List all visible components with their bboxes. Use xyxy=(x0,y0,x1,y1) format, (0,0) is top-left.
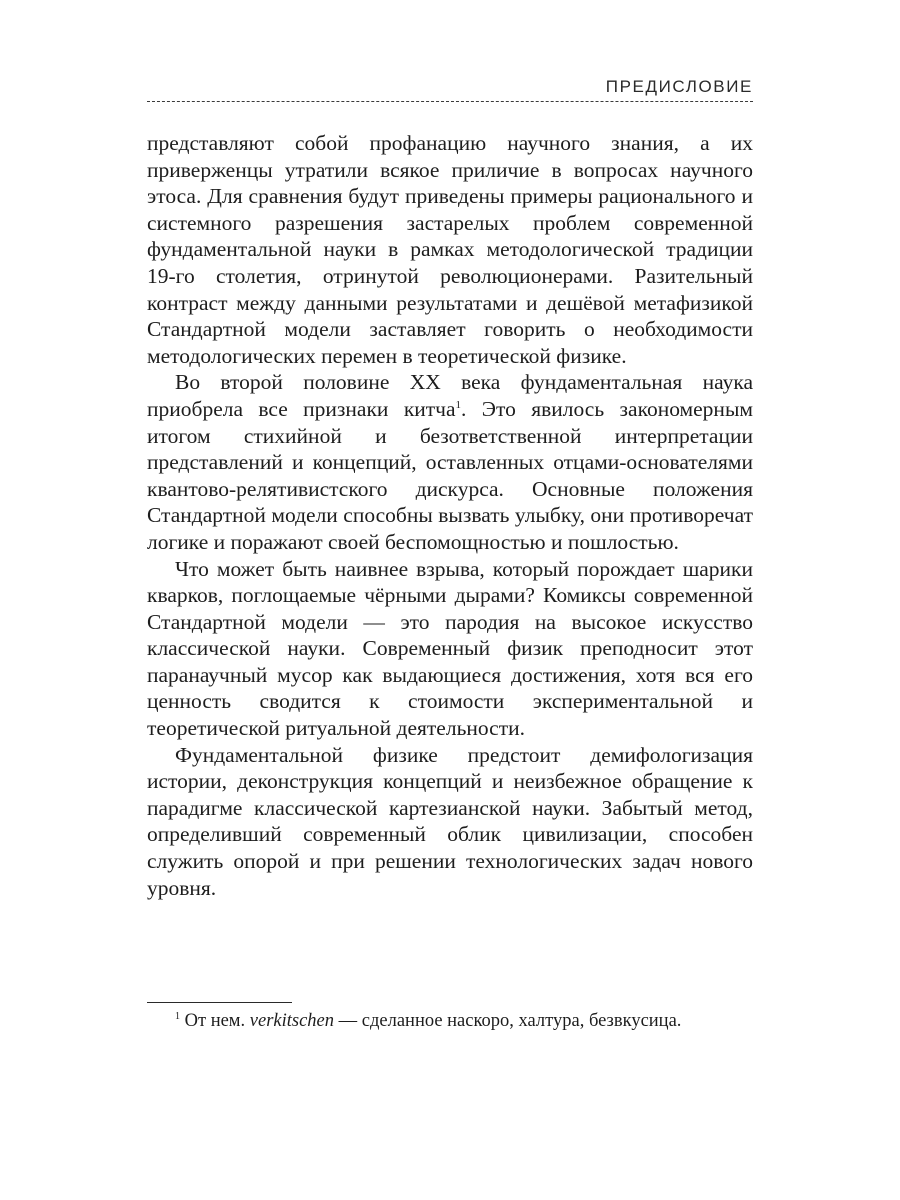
footnote xyxy=(147,1009,753,1033)
footnote-definition: — сделанное наскоро, халтура, безвкусица. xyxy=(334,1011,682,1031)
paragraph-2-start: Во второй половине XX века фундаментальная наука приобрела все признаки китча xyxy=(147,370,753,421)
paragraph-1: представляют собой профанацию научного знания, а их приверженцы утратили всякое приличие в вопросах научного этоса. Для сравнения будут приведены примеры рационального и системного разрешения застарелых проблем современной фундаментальной науки в рамках методологической традиции 19-го столетия, отринутой революционерами. Разительный контраст между данными результатами и дешёвой метафизикой Стандартной модели заставляет говорить о необходимости методологических перемен в теоретической физике. xyxy=(147,131,753,368)
header-divider xyxy=(147,101,753,102)
footnote-divider xyxy=(147,1002,292,1003)
footnote-marker: 1 xyxy=(175,1010,180,1022)
paragraph-2-end: . Это явилось закономерным итогом стихийной и безответственной интерпретации представлений и концепций, оставленных отцами-основателями квантово-релятивистского дискурса. Основные положения Стандартной модели способны вызвать улыбку, они противоречат логике и поражают своей беспомощностью и пошлостью. xyxy=(147,396,753,554)
paragraph-3: Что может быть наивнее взрыва, который порождает шарики кварков, поглощаемые чёрными дырами? Комиксы современной Стандартной модели — это пародия на высокое искусство классической науки. Современный физик преподносит этот паранаучный мусор как выдающиеся достижения, хотя вся его ценность сводится к стоимости экспериментальной и теоретической ритуальной деятельности. xyxy=(147,556,753,741)
running-header: ПРЕДИСЛОВИЕ xyxy=(605,77,753,96)
footnote-term: verkitschen xyxy=(249,1011,335,1031)
paragraph-4: Фундаментальной физике предстоит демифологизация истории, деконструкция концепций и неизбежное обращение к парадигме классической картезианской науки. Забытый метод, определивший современный облик цивилизации, способен служить опорой и при решении технологических задач нового уровня. xyxy=(147,742,753,900)
footnote-prefix: От нем. xyxy=(180,1011,250,1031)
paragraph-2 xyxy=(147,369,753,555)
body-text xyxy=(147,130,753,901)
footnote-reference[interactable]: 1 xyxy=(455,398,462,411)
